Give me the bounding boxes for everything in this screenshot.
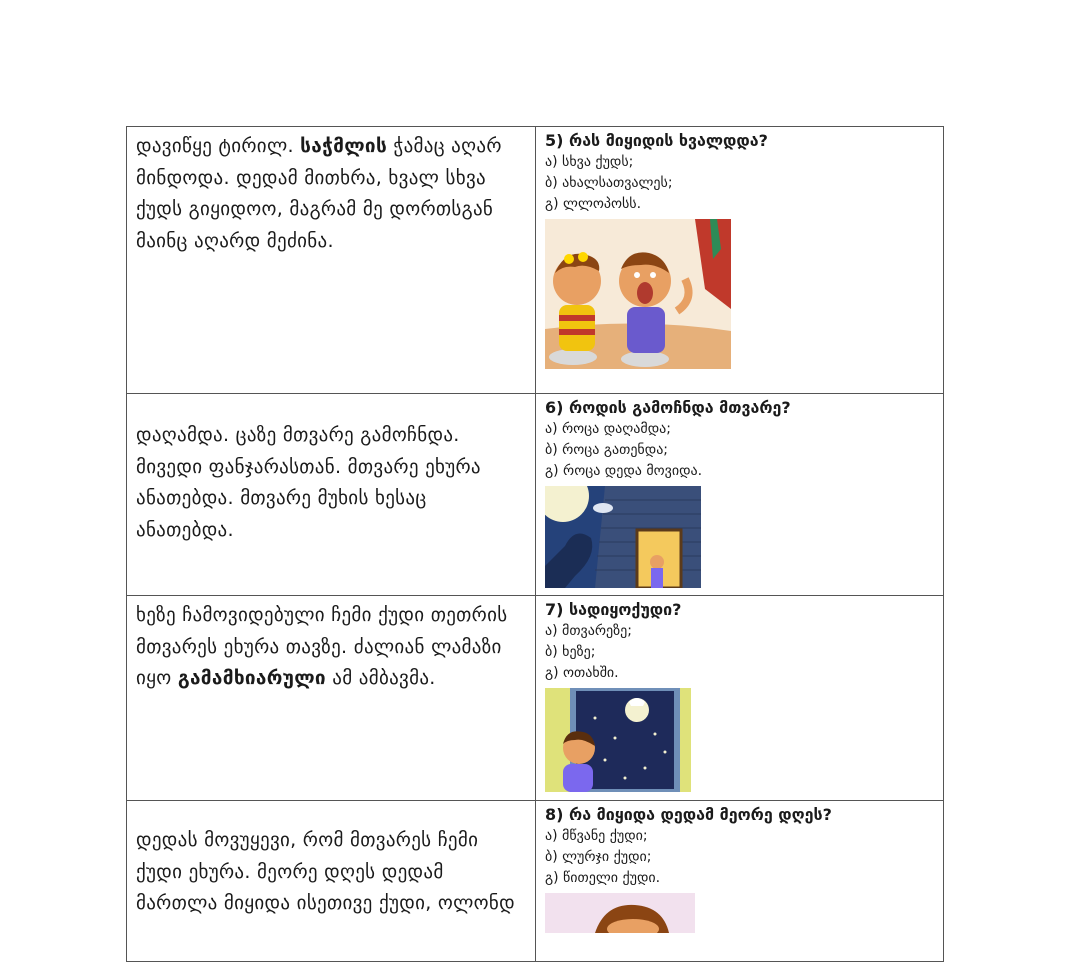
- question-cell: [536, 801, 944, 961]
- story-text: დედას მოვუყევი, რომ მთვარეს ჩემი ქუდი ეხურა. მეორე დღეს დედამ მართლა მიყიდა ისეთივე ქუდი, ოლონდ: [136, 829, 515, 914]
- story-text: ხეზე ჩამოვიდებული ჩემი ქუდი თეთრის მთვარეს ეხურა თავზე. ძალიან ლამაზი იყო: [136, 604, 508, 689]
- story-text: ჭამაც აღარ მინდოდა. დედამ მითხრა, ხვალ სხვა ქუდს გიყიდოო, მაგრამ მე დორთსგან მაინც აღარდ მეძინა.: [136, 135, 502, 252]
- question-text: 6) როდის გამოჩნდა მთვარე?: [545, 398, 791, 417]
- story-bold-word: გამამხიარული: [177, 667, 326, 689]
- story-text: ამ ამბავმა.: [325, 667, 436, 689]
- question-text: 5) რას მიყიდის ხვალდდა?: [545, 131, 768, 150]
- table-row: [127, 127, 944, 394]
- answer-option: გ) როცა დედა მოვიდა.: [545, 463, 703, 479]
- question-text: 8) რა მიყიდა დედამ მეორე დღეს?: [545, 805, 832, 824]
- question-cell: [536, 394, 944, 595]
- question-text: 7) სადიყოქუდი?: [545, 600, 682, 619]
- answer-option: ბ) ხეზე;: [545, 644, 596, 660]
- question-cell: [536, 127, 944, 393]
- story-text: დავიწყე ტირილ.: [136, 135, 301, 157]
- answer-option: ა) მთვარეზე;: [545, 623, 632, 639]
- answer-option: ბ) ახალსათვალეს;: [545, 175, 673, 191]
- story-cell: [127, 596, 536, 800]
- answer-option: გ) ლლოპოსს.: [545, 196, 642, 212]
- table-row: [127, 394, 944, 596]
- moon-night-house-illustration: [545, 486, 701, 588]
- answer-option: ბ) ლურჯი ქუდი;: [545, 849, 652, 865]
- reading-table: [126, 126, 944, 962]
- answer-option: ა) სხვა ქუდს;: [545, 154, 634, 170]
- answer-option: გ) ოთახში.: [545, 665, 619, 681]
- child-with-hat-illustration: [545, 893, 695, 933]
- story-cell: [127, 801, 536, 961]
- story-cell: [127, 127, 536, 393]
- story-text: დაღამდა. ცაზე მთვარე გამოჩნდა. მივედი ფანჯარასთან. მთვარე ეხურა ანათებდა. მთვარე მუხის ხესაც ანათებდა.: [136, 424, 481, 541]
- answer-option: ბ) როცა გათენდა;: [545, 442, 669, 458]
- story-bold-word: საჭმლის: [300, 135, 388, 157]
- crying-boy-illustration: [545, 219, 731, 369]
- boy-at-window-moon-illustration: [545, 688, 691, 792]
- table-row: [127, 596, 944, 801]
- question-cell: [536, 596, 944, 800]
- answer-option: გ) წითელი ქუდი.: [545, 870, 661, 886]
- table-row: [127, 801, 944, 962]
- answer-option: ა) მწვანე ქუდი;: [545, 828, 648, 844]
- answer-option: ა) როცა დაღამდა;: [545, 421, 671, 437]
- story-cell: [127, 394, 536, 595]
